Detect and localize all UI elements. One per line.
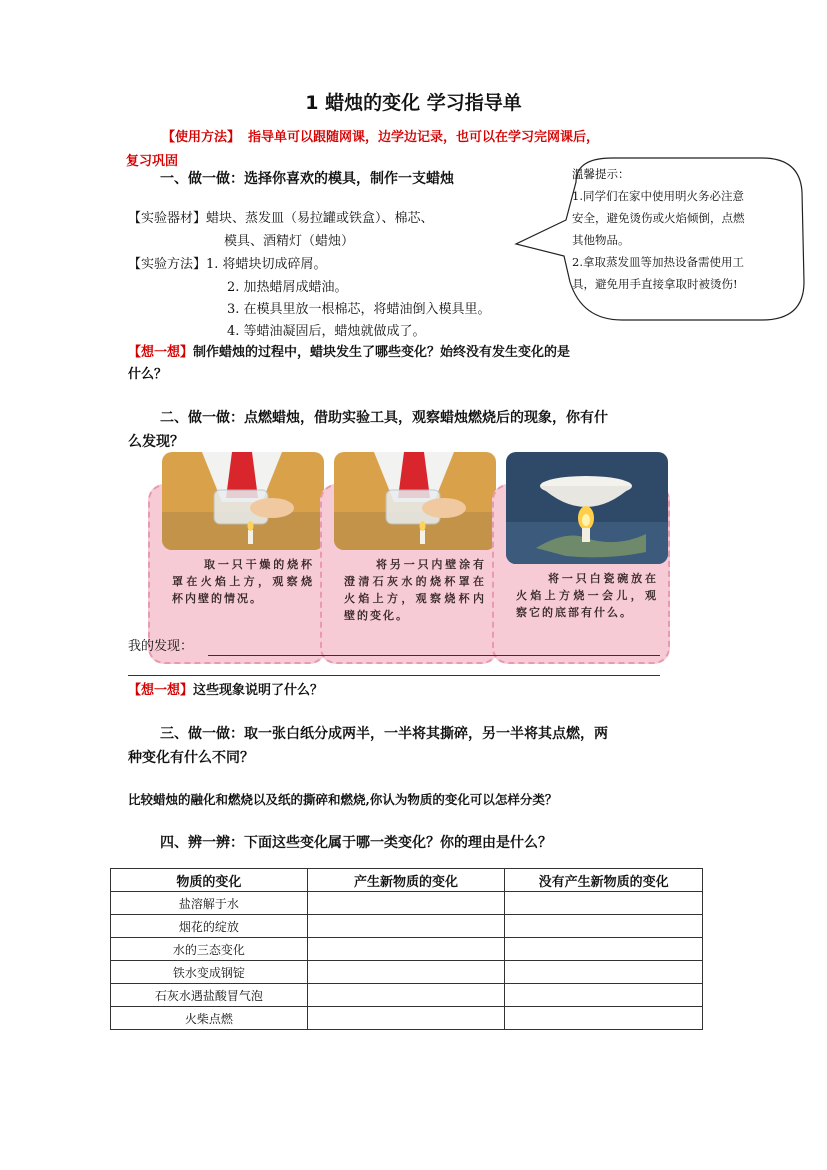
method-step-3: 3. 在模具里放一根棉芯，将蜡油倒入模具里。 — [227, 302, 491, 317]
table-cell-change: 盐溶解于水 — [111, 892, 308, 915]
method-block — [128, 254, 327, 276]
materials-label: 【实验器材】 — [128, 211, 207, 226]
method-label: 【实验方法】 — [128, 257, 207, 272]
table-cell-change: 火柴点燃 — [111, 1007, 308, 1030]
classification-table — [110, 868, 703, 1030]
table-header-new-substance: 产生新物质的变化 — [307, 869, 505, 892]
tip-line-3: 其他物品。 — [572, 233, 630, 247]
table-row — [111, 961, 703, 984]
tip-line-2: 安全，避免烫伤或火焰倾倒，点燃 — [572, 211, 745, 225]
tip-line-1: 1.同学们在家中使用明火务必注意 — [572, 189, 744, 203]
table-cell-change: 石灰水遇盐酸冒气泡 — [111, 984, 308, 1007]
usage-text-line1: 指导单可以跟随网课，边学边记录，也可以在学习完网课后， — [248, 130, 600, 145]
photo-beaker-1 — [162, 452, 324, 550]
think-label-2: 【想一想】 — [128, 683, 194, 698]
table-cell-no-new[interactable] — [505, 892, 703, 915]
table-cell-new[interactable] — [307, 915, 505, 938]
tip-line-4: 2.拿取蒸发皿等加热设备需使用工 — [572, 255, 744, 269]
tip-line-5: 具，避免用手直接拿取时被烫伤! — [572, 277, 738, 291]
think-block-1 — [128, 342, 718, 386]
finding-label: 我的发现： — [128, 639, 194, 654]
method-step-1: 1. 将蜡块切成碎屑。 — [206, 257, 327, 272]
section1-heading: 一、做一做：选择你喜欢的模具，制作一支蜡烛 — [160, 171, 454, 187]
table-cell-change: 铁水变成钢锭 — [111, 961, 308, 984]
table-cell-no-new[interactable] — [505, 1007, 703, 1030]
method-step-4: 4. 等蜡油凝固后，蜡烛就做成了。 — [227, 324, 426, 339]
section2-heading-line1: 二、做一做：点燃蜡烛，借助实验工具，观察蜡烛燃烧后的现象，你有什 — [160, 410, 608, 426]
card-3-caption: 将一只白瓷碗放在火焰上方烧一会儿，观察它的底部有什么。 — [516, 572, 658, 619]
table-row — [111, 938, 703, 961]
table-cell-new[interactable] — [307, 984, 505, 1007]
table-cell-change: 烟花的绽放 — [111, 915, 308, 938]
table-row — [111, 984, 703, 1007]
table-cell-no-new[interactable] — [505, 984, 703, 1007]
usage-text-line2: 复习巩固 — [126, 154, 179, 169]
table-cell-new[interactable] — [307, 892, 505, 915]
table-row — [111, 1007, 703, 1030]
table-row — [111, 892, 703, 915]
materials-line2: 模具、酒精灯（蜡烛） — [224, 234, 355, 249]
table-cell-no-new[interactable] — [505, 961, 703, 984]
photo-white-bowl — [506, 452, 668, 564]
table-header-row — [111, 869, 703, 892]
section4-heading: 四、辨一辨：下面这些变化属于哪一类变化？你的理由是什么？ — [160, 835, 552, 851]
materials-block — [128, 208, 434, 230]
table-cell-new[interactable] — [307, 938, 505, 961]
table-cell-new[interactable] — [307, 1007, 505, 1030]
section2-heading-line2: 么发现？ — [128, 434, 184, 450]
usage-label: 【使用方法】 — [162, 130, 241, 145]
card-1-caption: 取一只干燥的烧杯罩在火焰上方，观察烧杯内壁的情况。 — [172, 558, 314, 605]
section3-heading-line1: 三、做一做：取一张白纸分成两半，一半将其撕碎，另一半将其点燃，两 — [160, 726, 608, 742]
table-cell-no-new[interactable] — [505, 915, 703, 938]
table-header-no-new-substance: 没有产生新物质的变化 — [505, 869, 703, 892]
finding-line-2[interactable] — [128, 675, 660, 676]
materials-line1: 蜡块、蒸发皿（易拉罐或铁盒）、棉芯、 — [206, 211, 434, 226]
section3-question: 比较蜡烛的融化和燃烧以及纸的撕碎和燃烧,你认为物质的变化可以怎样分类？ — [128, 792, 558, 807]
section2-heading — [128, 406, 698, 454]
think-block-2 — [128, 680, 323, 702]
tip-title: 温馨提示： — [572, 167, 630, 181]
page-title: 1 蜡烛的变化 学习指导单 — [305, 92, 522, 114]
method-step-2: 2. 加热蜡屑成蜡油。 — [227, 280, 348, 295]
photo-beaker-2 — [334, 452, 496, 550]
table-cell-no-new[interactable] — [505, 938, 703, 961]
table-cell-change: 水的三态变化 — [111, 938, 308, 961]
think-line1: 制作蜡烛的过程中，蜡块发生了哪些变化？始终没有发生变化的是 — [193, 345, 571, 360]
finding-line-1[interactable] — [208, 655, 660, 656]
think-line2: 什么？ — [128, 367, 168, 382]
think-text-2: 这些现象说明了什么？ — [193, 683, 324, 698]
table-row — [111, 915, 703, 938]
section3-heading-line2: 种变化有什么不同？ — [128, 750, 254, 766]
table-cell-new[interactable] — [307, 961, 505, 984]
card-2-caption: 将另一只内壁涂有澄清石灰水的烧杯罩在火焰上方，观察烧杯内壁的变化。 — [344, 558, 486, 622]
tip-content — [572, 163, 800, 295]
section3-heading — [128, 722, 698, 770]
think-label-1: 【想一想】 — [128, 345, 194, 360]
table-header-change: 物质的变化 — [111, 869, 308, 892]
